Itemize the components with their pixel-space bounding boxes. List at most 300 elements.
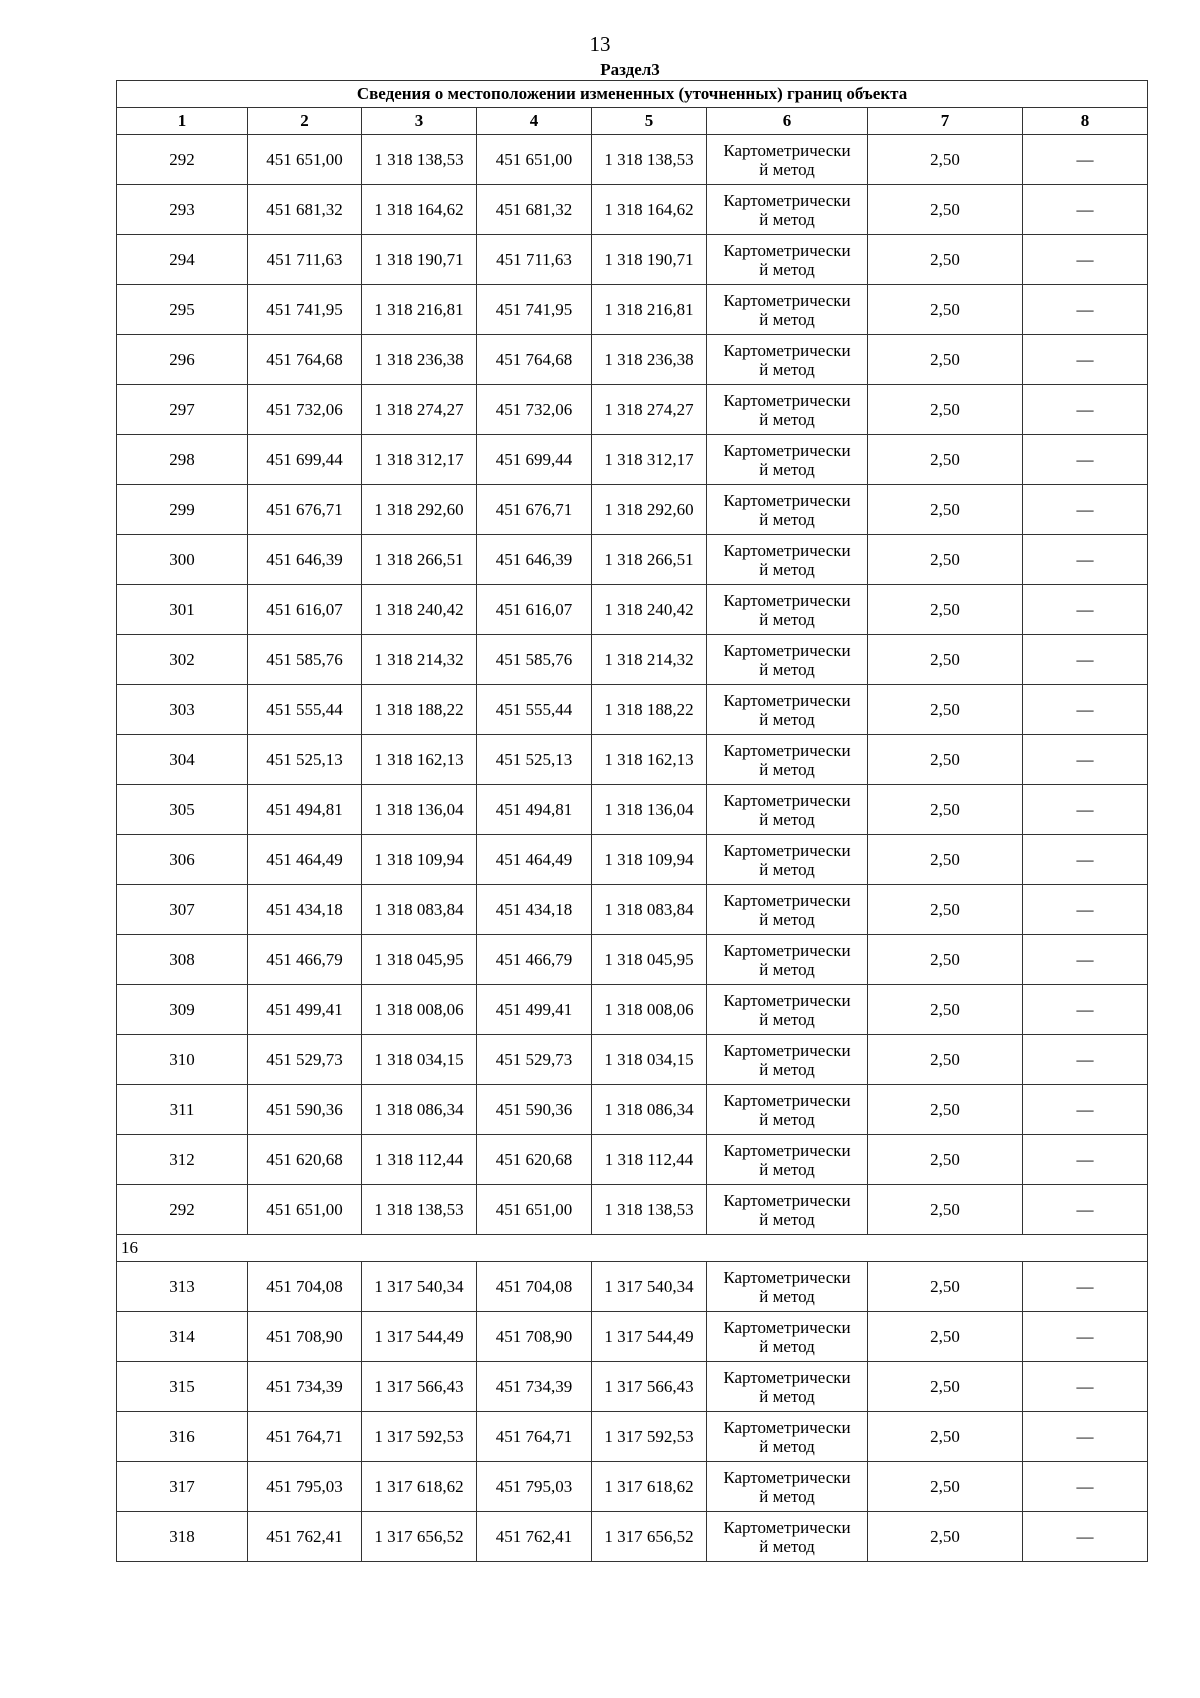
method-text-line1: Картометрически <box>723 840 851 860</box>
new-y-cell: 1 318 164,62 <box>592 185 707 235</box>
new-y-cell: 1 318 086,34 <box>592 1085 707 1135</box>
table-row <box>117 735 1148 785</box>
accuracy-cell: 2,50 <box>868 385 1023 435</box>
method-cell <box>707 785 868 835</box>
new-y-cell: 1 318 045,95 <box>592 935 707 985</box>
new-x-cell: 451 795,03 <box>477 1462 592 1512</box>
column-header: 6 <box>707 108 868 135</box>
method-text-line1: Картометрически <box>723 790 851 810</box>
method-text-line2: й метод <box>759 1486 815 1506</box>
new-x-cell: 451 676,71 <box>477 485 592 535</box>
method-cell <box>707 385 868 435</box>
new-x-cell: 451 681,32 <box>477 185 592 235</box>
point-number-cell: 302 <box>117 635 248 685</box>
point-number-cell: 310 <box>117 1035 248 1085</box>
method-text-line2: й метод <box>759 809 815 829</box>
existing-y-cell: 1 318 138,53 <box>362 135 477 185</box>
new-y-cell: 1 318 216,81 <box>592 285 707 335</box>
table-row <box>117 235 1148 285</box>
accuracy-cell: 2,50 <box>868 935 1023 985</box>
column-number-row <box>117 108 1148 135</box>
existing-x-cell: 451 494,81 <box>248 785 362 835</box>
existing-x-cell: 451 764,71 <box>248 1412 362 1462</box>
existing-y-cell: 1 318 136,04 <box>362 785 477 835</box>
new-y-cell: 1 317 566,43 <box>592 1362 707 1412</box>
existing-y-cell: 1 318 045,95 <box>362 935 477 985</box>
existing-x-cell: 451 764,68 <box>248 335 362 385</box>
accuracy-cell: 2,50 <box>868 835 1023 885</box>
existing-y-cell: 1 318 214,32 <box>362 635 477 685</box>
existing-x-cell: 451 704,08 <box>248 1262 362 1312</box>
method-cell <box>707 885 868 935</box>
method-text-line1: Картометрически <box>723 1317 851 1337</box>
new-y-cell: 1 318 312,17 <box>592 435 707 485</box>
point-number-cell: 307 <box>117 885 248 935</box>
method-text-line1: Картометрически <box>723 1190 851 1210</box>
method-cell <box>707 1262 868 1312</box>
method-text-line2: й метод <box>759 559 815 579</box>
new-x-cell: 451 525,13 <box>477 735 592 785</box>
method-text-line2: й метод <box>759 1286 815 1306</box>
description-cell: — <box>1023 835 1148 885</box>
method-cell <box>707 985 868 1035</box>
method-text-line2: й метод <box>759 709 815 729</box>
method-text-line1: Картометрически <box>723 290 851 310</box>
point-number-cell: 295 <box>117 285 248 335</box>
existing-x-cell: 451 466,79 <box>248 935 362 985</box>
existing-x-cell: 451 699,44 <box>248 435 362 485</box>
description-cell: — <box>1023 1412 1148 1462</box>
point-number-cell: 311 <box>117 1085 248 1135</box>
column-header: 3 <box>362 108 477 135</box>
method-text-line2: й метод <box>759 759 815 779</box>
table-row <box>117 985 1148 1035</box>
table-row <box>117 1312 1148 1362</box>
method-text-line1: Картометрически <box>723 1367 851 1387</box>
point-number-cell: 303 <box>117 685 248 735</box>
new-y-cell: 1 318 083,84 <box>592 885 707 935</box>
method-text-line1: Картометрически <box>723 940 851 960</box>
point-number-cell: 292 <box>117 1185 248 1235</box>
method-text-line1: Картометрически <box>723 1040 851 1060</box>
point-number-cell: 301 <box>117 585 248 635</box>
new-x-cell: 451 699,44 <box>477 435 592 485</box>
method-cell <box>707 435 868 485</box>
method-cell <box>707 235 868 285</box>
point-number-cell: 306 <box>117 835 248 885</box>
point-number-cell: 308 <box>117 935 248 985</box>
existing-y-cell: 1 318 312,17 <box>362 435 477 485</box>
description-cell: — <box>1023 135 1148 185</box>
method-text-line2: й метод <box>759 609 815 629</box>
accuracy-cell: 2,50 <box>868 1362 1023 1412</box>
method-cell <box>707 335 868 385</box>
group-label: 16 <box>117 1235 1148 1262</box>
description-cell: — <box>1023 785 1148 835</box>
table-row <box>117 685 1148 735</box>
description-cell: — <box>1023 985 1148 1035</box>
new-y-cell: 1 318 008,06 <box>592 985 707 1035</box>
accuracy-cell: 2,50 <box>868 135 1023 185</box>
method-text-line1: Картометрически <box>723 440 851 460</box>
description-cell: — <box>1023 1085 1148 1135</box>
page-number: 13 <box>589 32 611 56</box>
method-text-line2: й метод <box>759 959 815 979</box>
new-x-cell: 451 464,49 <box>477 835 592 885</box>
method-cell <box>707 1135 868 1185</box>
existing-x-cell: 451 734,39 <box>248 1362 362 1412</box>
new-x-cell: 451 764,68 <box>477 335 592 385</box>
new-y-cell: 1 318 138,53 <box>592 135 707 185</box>
method-text-line2: й метод <box>759 1336 815 1356</box>
point-number-cell: 294 <box>117 235 248 285</box>
column-header: 2 <box>248 108 362 135</box>
method-cell <box>707 585 868 635</box>
method-cell <box>707 735 868 785</box>
accuracy-cell: 2,50 <box>868 1462 1023 1512</box>
new-y-cell: 1 318 236,38 <box>592 335 707 385</box>
accuracy-cell: 2,50 <box>868 1262 1023 1312</box>
new-x-cell: 451 529,73 <box>477 1035 592 1085</box>
new-y-cell: 1 318 109,94 <box>592 835 707 885</box>
new-x-cell: 451 651,00 <box>477 1185 592 1235</box>
method-text-line2: й метод <box>759 659 815 679</box>
accuracy-cell: 2,50 <box>868 285 1023 335</box>
method-cell <box>707 1185 868 1235</box>
method-cell <box>707 635 868 685</box>
accuracy-cell: 2,50 <box>868 185 1023 235</box>
existing-y-cell: 1 318 274,27 <box>362 385 477 435</box>
existing-y-cell: 1 317 544,49 <box>362 1312 477 1362</box>
existing-x-cell: 451 711,63 <box>248 235 362 285</box>
accuracy-cell: 2,50 <box>868 235 1023 285</box>
column-header: 5 <box>592 108 707 135</box>
new-x-cell: 451 646,39 <box>477 535 592 585</box>
method-text-line2: й метод <box>759 1009 815 1029</box>
new-x-cell: 451 590,36 <box>477 1085 592 1135</box>
method-text-line1: Картометрически <box>723 690 851 710</box>
description-cell: — <box>1023 335 1148 385</box>
existing-x-cell: 451 651,00 <box>248 1185 362 1235</box>
method-text-line1: Картометрически <box>723 240 851 260</box>
existing-y-cell: 1 318 008,06 <box>362 985 477 1035</box>
method-text-line2: й метод <box>759 359 815 379</box>
point-number-cell: 298 <box>117 435 248 485</box>
existing-y-cell: 1 318 292,60 <box>362 485 477 535</box>
existing-x-cell: 451 464,49 <box>248 835 362 885</box>
method-cell <box>707 1035 868 1085</box>
table-caption-row <box>117 81 1148 108</box>
point-number-cell: 300 <box>117 535 248 585</box>
method-cell <box>707 485 868 535</box>
point-number-cell: 305 <box>117 785 248 835</box>
new-y-cell: 1 318 112,44 <box>592 1135 707 1185</box>
description-cell: — <box>1023 935 1148 985</box>
method-cell <box>707 685 868 735</box>
accuracy-cell: 2,50 <box>868 735 1023 785</box>
description-cell: — <box>1023 535 1148 585</box>
method-text-line2: й метод <box>759 1536 815 1556</box>
new-x-cell: 451 711,63 <box>477 235 592 285</box>
method-text-line2: й метод <box>759 1386 815 1406</box>
accuracy-cell: 2,50 <box>868 485 1023 535</box>
table-row <box>117 1462 1148 1512</box>
accuracy-cell: 2,50 <box>868 435 1023 485</box>
description-cell: — <box>1023 1512 1148 1562</box>
existing-x-cell: 451 741,95 <box>248 285 362 335</box>
point-number-cell: 297 <box>117 385 248 435</box>
new-y-cell: 1 318 214,32 <box>592 635 707 685</box>
method-text-line2: й метод <box>759 859 815 879</box>
description-cell: — <box>1023 485 1148 535</box>
method-text-line1: Картометрически <box>723 1517 851 1537</box>
existing-x-cell: 451 529,73 <box>248 1035 362 1085</box>
description-cell: — <box>1023 735 1148 785</box>
method-text-line1: Картометрически <box>723 540 851 560</box>
existing-x-cell: 451 555,44 <box>248 685 362 735</box>
description-cell: — <box>1023 1362 1148 1412</box>
existing-y-cell: 1 318 086,34 <box>362 1085 477 1135</box>
new-y-cell: 1 318 292,60 <box>592 485 707 535</box>
point-number-cell: 315 <box>117 1362 248 1412</box>
new-x-cell: 451 466,79 <box>477 935 592 985</box>
method-text-line1: Картометрически <box>723 590 851 610</box>
method-text-line1: Картометрически <box>723 990 851 1010</box>
description-cell: — <box>1023 1262 1148 1312</box>
method-text-line1: Картометрически <box>723 1140 851 1160</box>
point-number-cell: 318 <box>117 1512 248 1562</box>
method-cell <box>707 135 868 185</box>
method-text-line1: Картометрически <box>723 640 851 660</box>
point-number-cell: 313 <box>117 1262 248 1312</box>
method-text-line1: Картометрически <box>723 740 851 760</box>
new-y-cell: 1 318 138,53 <box>592 1185 707 1235</box>
accuracy-cell: 2,50 <box>868 1185 1023 1235</box>
new-x-cell: 451 585,76 <box>477 635 592 685</box>
accuracy-cell: 2,50 <box>868 885 1023 935</box>
table-row <box>117 835 1148 885</box>
method-text-line2: й метод <box>759 459 815 479</box>
new-x-cell: 451 499,41 <box>477 985 592 1035</box>
method-text-line1: Картометрически <box>723 1267 851 1287</box>
table-row <box>117 1185 1148 1235</box>
existing-x-cell: 451 681,32 <box>248 185 362 235</box>
existing-x-cell: 451 616,07 <box>248 585 362 635</box>
new-y-cell: 1 318 190,71 <box>592 235 707 285</box>
new-y-cell: 1 318 034,15 <box>592 1035 707 1085</box>
point-number-cell: 296 <box>117 335 248 385</box>
description-cell: — <box>1023 1185 1148 1235</box>
method-text-line2: й метод <box>759 509 815 529</box>
new-y-cell: 1 318 274,27 <box>592 385 707 435</box>
existing-x-cell: 451 732,06 <box>248 385 362 435</box>
description-cell: — <box>1023 385 1148 435</box>
description-cell: — <box>1023 285 1148 335</box>
existing-y-cell: 1 318 138,53 <box>362 1185 477 1235</box>
table-row <box>117 1512 1148 1562</box>
description-cell: — <box>1023 585 1148 635</box>
new-y-cell: 1 317 544,49 <box>592 1312 707 1362</box>
new-y-cell: 1 318 266,51 <box>592 535 707 585</box>
accuracy-cell: 2,50 <box>868 785 1023 835</box>
table-row <box>117 335 1148 385</box>
section-title: Раздел3 <box>600 60 660 79</box>
new-y-cell: 1 317 656,52 <box>592 1512 707 1562</box>
new-x-cell: 451 732,06 <box>477 385 592 435</box>
new-y-cell: 1 318 240,42 <box>592 585 707 635</box>
new-x-cell: 451 651,00 <box>477 135 592 185</box>
table-row <box>117 885 1148 935</box>
table-caption: Сведения о местоположении измененных (уточненных) границ объекта <box>117 81 1148 108</box>
existing-x-cell: 451 676,71 <box>248 485 362 535</box>
table-row <box>117 1362 1148 1412</box>
table-row <box>117 135 1148 185</box>
method-text-line2: й метод <box>759 909 815 929</box>
description-cell: — <box>1023 1312 1148 1362</box>
point-number-cell: 309 <box>117 985 248 1035</box>
existing-x-cell: 451 651,00 <box>248 135 362 185</box>
table-row <box>117 385 1148 435</box>
column-header: 4 <box>477 108 592 135</box>
description-cell: — <box>1023 1035 1148 1085</box>
description-cell: — <box>1023 1135 1148 1185</box>
new-y-cell: 1 317 618,62 <box>592 1462 707 1512</box>
method-text-line2: й метод <box>759 1436 815 1456</box>
point-number-cell: 314 <box>117 1312 248 1362</box>
existing-y-cell: 1 318 109,94 <box>362 835 477 885</box>
new-x-cell: 451 494,81 <box>477 785 592 835</box>
existing-x-cell: 451 590,36 <box>248 1085 362 1135</box>
accuracy-cell: 2,50 <box>868 1035 1023 1085</box>
existing-x-cell: 451 434,18 <box>248 885 362 935</box>
accuracy-cell: 2,50 <box>868 1412 1023 1462</box>
existing-y-cell: 1 318 162,13 <box>362 735 477 785</box>
column-header: 1 <box>117 108 248 135</box>
method-cell <box>707 1085 868 1135</box>
method-text-line1: Картометрически <box>723 190 851 210</box>
method-text-line2: й метод <box>759 1059 815 1079</box>
new-x-cell: 451 708,90 <box>477 1312 592 1362</box>
method-cell <box>707 1312 868 1362</box>
table-row <box>117 635 1148 685</box>
table-row <box>117 585 1148 635</box>
method-cell <box>707 185 868 235</box>
method-cell <box>707 1512 868 1562</box>
new-x-cell: 451 434,18 <box>477 885 592 935</box>
table-row <box>117 1135 1148 1185</box>
accuracy-cell: 2,50 <box>868 635 1023 685</box>
table-row <box>117 285 1148 335</box>
table-row <box>117 1085 1148 1135</box>
new-x-cell: 451 741,95 <box>477 285 592 335</box>
new-y-cell: 1 317 540,34 <box>592 1262 707 1312</box>
boundary-coordinates-table <box>116 80 1148 1562</box>
method-text-line1: Картометрически <box>723 890 851 910</box>
accuracy-cell: 2,50 <box>868 1085 1023 1135</box>
existing-y-cell: 1 317 540,34 <box>362 1262 477 1312</box>
accuracy-cell: 2,50 <box>868 585 1023 635</box>
method-text-line1: Картометрически <box>723 1467 851 1487</box>
new-y-cell: 1 318 162,13 <box>592 735 707 785</box>
existing-x-cell: 451 525,13 <box>248 735 362 785</box>
description-cell: — <box>1023 1462 1148 1512</box>
accuracy-cell: 2,50 <box>868 535 1023 585</box>
existing-y-cell: 1 318 236,38 <box>362 335 477 385</box>
method-text-line2: й метод <box>759 159 815 179</box>
new-x-cell: 451 555,44 <box>477 685 592 735</box>
method-text-line1: Картометрически <box>723 140 851 160</box>
method-text-line2: й метод <box>759 1159 815 1179</box>
point-number-cell: 316 <box>117 1412 248 1462</box>
table-row <box>117 1035 1148 1085</box>
point-number-cell: 299 <box>117 485 248 535</box>
new-x-cell: 451 734,39 <box>477 1362 592 1412</box>
existing-x-cell: 451 795,03 <box>248 1462 362 1512</box>
existing-y-cell: 1 318 083,84 <box>362 885 477 935</box>
description-cell: — <box>1023 435 1148 485</box>
table-row <box>117 935 1148 985</box>
new-y-cell: 1 318 188,22 <box>592 685 707 735</box>
existing-x-cell: 451 762,41 <box>248 1512 362 1562</box>
description-cell: — <box>1023 885 1148 935</box>
accuracy-cell: 2,50 <box>868 1135 1023 1185</box>
new-x-cell: 451 616,07 <box>477 585 592 635</box>
description-cell: — <box>1023 685 1148 735</box>
method-cell <box>707 1462 868 1512</box>
existing-y-cell: 1 318 266,51 <box>362 535 477 585</box>
existing-y-cell: 1 317 566,43 <box>362 1362 477 1412</box>
existing-y-cell: 1 317 618,62 <box>362 1462 477 1512</box>
existing-y-cell: 1 318 240,42 <box>362 585 477 635</box>
method-text-line1: Картометрически <box>723 390 851 410</box>
table-row <box>117 1412 1148 1462</box>
existing-y-cell: 1 318 188,22 <box>362 685 477 735</box>
method-cell <box>707 285 868 335</box>
accuracy-cell: 2,50 <box>868 1312 1023 1362</box>
existing-y-cell: 1 318 190,71 <box>362 235 477 285</box>
accuracy-cell: 2,50 <box>868 985 1023 1035</box>
table-row <box>117 435 1148 485</box>
description-cell: — <box>1023 185 1148 235</box>
new-y-cell: 1 317 592,53 <box>592 1412 707 1462</box>
table-row <box>117 485 1148 535</box>
existing-x-cell: 451 499,41 <box>248 985 362 1035</box>
column-header: 7 <box>868 108 1023 135</box>
point-number-cell: 292 <box>117 135 248 185</box>
table-row <box>117 1262 1148 1312</box>
new-x-cell: 451 762,41 <box>477 1512 592 1562</box>
method-text-line1: Картометрически <box>723 1417 851 1437</box>
method-text-line1: Картометрически <box>723 340 851 360</box>
method-text-line2: й метод <box>759 1209 815 1229</box>
point-number-cell: 304 <box>117 735 248 785</box>
accuracy-cell: 2,50 <box>868 335 1023 385</box>
accuracy-cell: 2,50 <box>868 1512 1023 1562</box>
method-text-line2: й метод <box>759 409 815 429</box>
new-y-cell: 1 318 136,04 <box>592 785 707 835</box>
existing-y-cell: 1 318 112,44 <box>362 1135 477 1185</box>
table-row <box>117 535 1148 585</box>
new-x-cell: 451 764,71 <box>477 1412 592 1462</box>
table-row <box>117 785 1148 835</box>
method-cell <box>707 1412 868 1462</box>
method-text-line2: й метод <box>759 1109 815 1129</box>
existing-y-cell: 1 318 216,81 <box>362 285 477 335</box>
method-text-line2: й метод <box>759 209 815 229</box>
new-x-cell: 451 620,68 <box>477 1135 592 1185</box>
existing-y-cell: 1 318 034,15 <box>362 1035 477 1085</box>
method-cell <box>707 535 868 585</box>
